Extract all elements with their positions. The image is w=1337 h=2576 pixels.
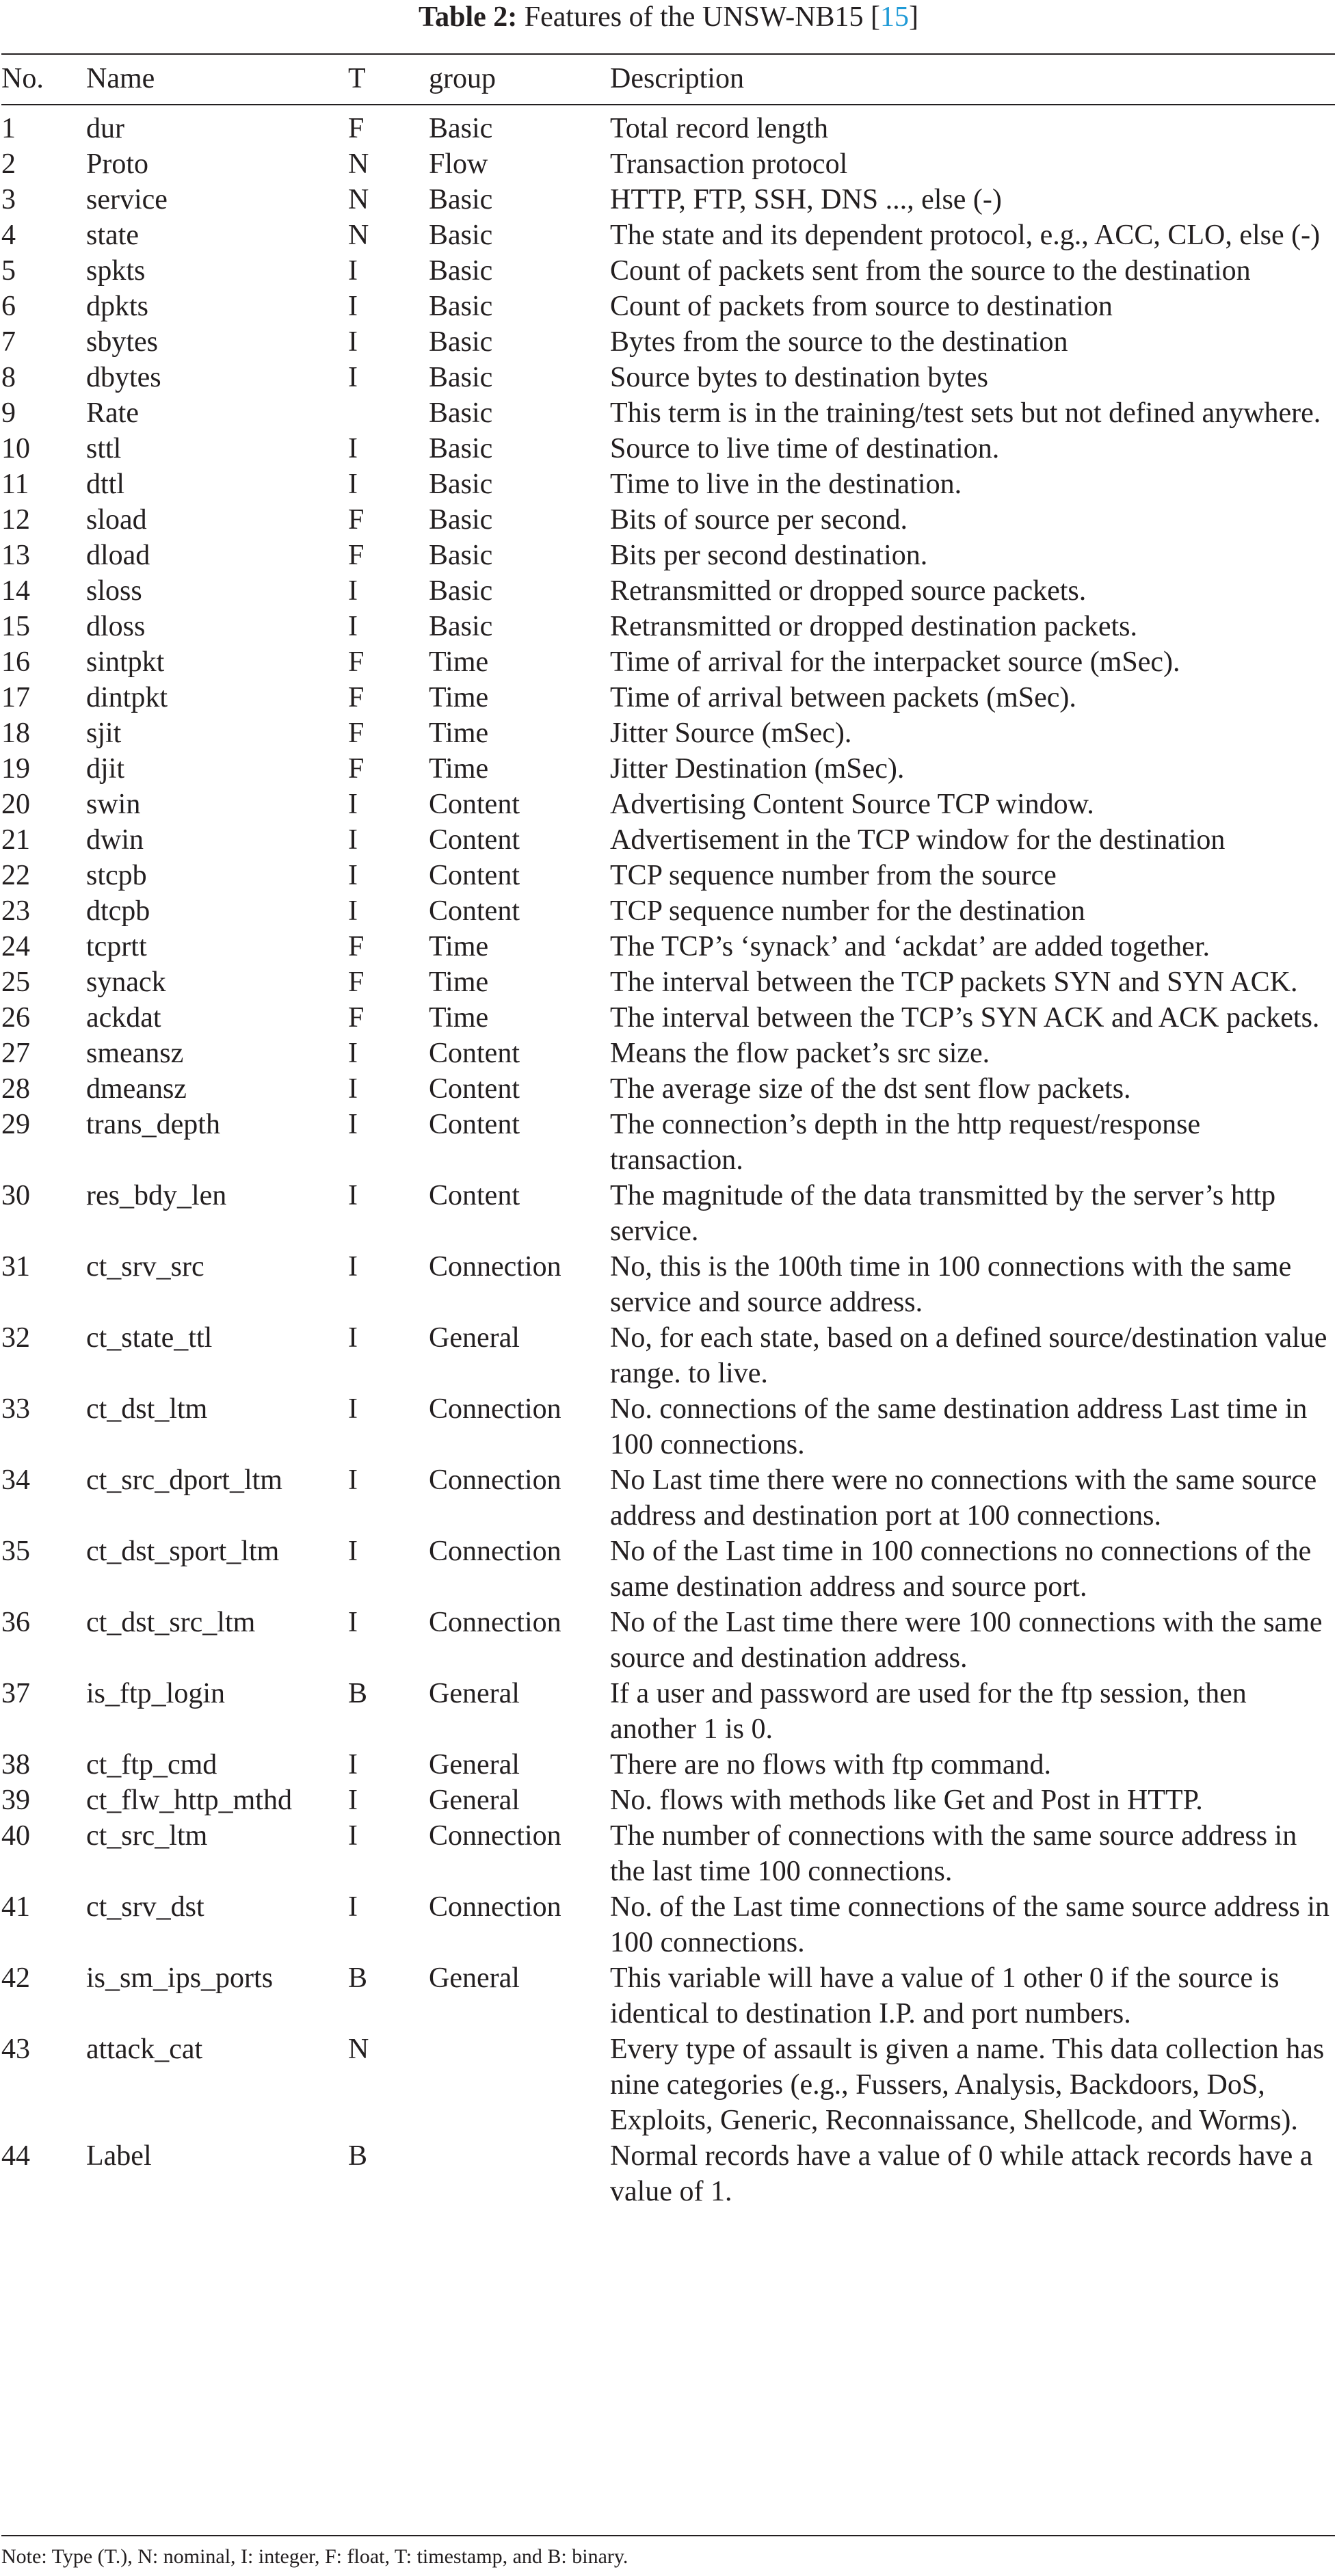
cell-name: sttl [86, 433, 122, 464]
cell-group: Connection [429, 1464, 561, 1496]
cell-no: 42 [1, 1962, 30, 1994]
cell-description: Retransmitted or dropped source packets. [610, 575, 1087, 607]
cell-description: There are no flows with ftp command. [610, 1749, 1051, 1780]
cell-name: service [86, 184, 168, 215]
table-row [1, 431, 1335, 466]
cell-no: 29 [1, 1109, 30, 1140]
cell-group: Basic [429, 397, 493, 429]
cell-group: Content [429, 824, 520, 856]
cell-name: dmeansz [86, 1073, 187, 1105]
cell-group: Time [429, 753, 489, 785]
cell-description: Source to live time of destination. [610, 433, 1000, 464]
table-row [1, 787, 1335, 822]
cell-no: 35 [1, 1536, 30, 1567]
cell-no: 43 [1, 2034, 30, 2065]
cell-name: dbytes [86, 362, 161, 393]
cell-name: sjit [86, 718, 122, 749]
cell-description: No. of the Last time connections of the same source address in 100 connections. [610, 1891, 1330, 1958]
cell-type: I [348, 291, 358, 322]
features-table [1, 55, 1335, 2209]
cell-no: 41 [1, 1891, 30, 1923]
cell-name: res_bdy_len [86, 1180, 227, 1211]
cell-no: 38 [1, 1749, 30, 1780]
cell-group: Connection [429, 1891, 561, 1923]
cell-group: Basic [429, 184, 493, 215]
cell-description: HTTP, FTP, SSH, DNS ..., else (-) [610, 184, 1002, 215]
cell-name: ct_src_dport_ltm [86, 1464, 282, 1496]
cell-group: General [429, 1749, 520, 1780]
cell-name: dloss [86, 611, 146, 642]
table-row [1, 538, 1335, 573]
table-row [1, 2032, 1335, 2138]
cell-group: Connection [429, 1393, 561, 1425]
cell-name: dintpkt [86, 682, 168, 713]
cell-no: 36 [1, 1607, 30, 1638]
cell-group: Content [429, 895, 520, 927]
cell-name: dwin [86, 824, 144, 856]
cell-no: 15 [1, 611, 30, 642]
cell-group: Connection [429, 1820, 561, 1852]
table-caption [0, 0, 1337, 40]
table-note: Note: Type (T.), N: nominal, I: integer, F: float, T: timestamp, and B: binary. [1, 2545, 628, 2568]
cell-description: Total record length [610, 113, 828, 144]
cell-description: The interval between the TCP’s SYN ACK and ACK packets. [610, 1002, 1320, 1034]
cell-no: 24 [1, 931, 30, 962]
cell-no: 4 [1, 220, 16, 251]
table-row [1, 1249, 1335, 1320]
cell-name: djit [86, 753, 125, 785]
cell-type: I [348, 1785, 358, 1816]
cell-name: tcprtt [86, 931, 147, 962]
cell-type: F [348, 504, 365, 536]
cell-no: 3 [1, 184, 16, 215]
table-row [1, 680, 1335, 715]
cell-group: Content [429, 860, 520, 891]
cell-type: F [348, 113, 365, 144]
cell-group: Basic [429, 362, 493, 393]
cell-type: N [348, 148, 369, 180]
cell-name: sload [86, 504, 147, 536]
cell-no: 33 [1, 1393, 30, 1425]
cell-name: dttl [86, 469, 125, 500]
cell-no: 5 [1, 255, 16, 287]
cell-description: The TCP’s ‘synack’ and ‘ackdat’ are added together. [610, 931, 1210, 962]
cell-group [429, 2138, 610, 2209]
cell-no: 44 [1, 2140, 30, 2172]
cell-description: This term is in the training/test sets but not defined anywhere. [610, 397, 1321, 429]
cell-group: Connection [429, 1536, 561, 1567]
table-caption-ref-open: [ [871, 1, 881, 33]
table-row [1, 1178, 1335, 1249]
cell-type: I [348, 326, 358, 358]
cell-description: Count of packets from source to destination [610, 291, 1113, 322]
cell-type: I [348, 1109, 358, 1140]
table-row [1, 644, 1335, 680]
table-row [1, 751, 1335, 787]
cell-type: I [348, 1464, 358, 1496]
cell-type: B [348, 1678, 368, 1709]
cell-name: ct_dst_sport_ltm [86, 1536, 280, 1567]
cell-type: F [348, 646, 365, 678]
cell-type: I [348, 789, 358, 820]
table-row [1, 103, 1335, 146]
cell-group: Time [429, 682, 489, 713]
cell-group: Basic [429, 220, 493, 251]
cell-no: 40 [1, 1820, 30, 1852]
cell-name: dtcpb [86, 895, 150, 927]
cell-group: Basic [429, 433, 493, 464]
table-row [1, 1676, 1335, 1747]
header-group: group [429, 63, 496, 94]
cell-description: The magnitude of the data transmitted by the server’s http service. [610, 1180, 1276, 1247]
cell-type: I [348, 860, 358, 891]
table-row [1, 609, 1335, 644]
table-row [1, 466, 1335, 502]
cell-type: F [348, 967, 365, 998]
cell-group: Basic [429, 504, 493, 536]
cell-group: Basic [429, 469, 493, 500]
cell-no: 19 [1, 753, 30, 785]
cell-group: Connection [429, 1607, 561, 1638]
cell-no: 25 [1, 967, 30, 998]
cell-group: General [429, 1785, 520, 1816]
cell-type: B [348, 1962, 368, 1994]
cell-name: ct_dst_ltm [86, 1393, 208, 1425]
cell-no: 18 [1, 718, 30, 749]
cell-no: 21 [1, 824, 30, 856]
cell-name: state [86, 220, 139, 251]
table-caption-text: Features of the UNSW-NB15 [524, 1, 864, 33]
cell-type: N [348, 220, 369, 251]
cell-type: F [348, 682, 365, 713]
cell-no: 32 [1, 1322, 30, 1354]
cell-group: General [429, 1322, 520, 1354]
cell-description: If a user and password are used for the ftp session, then another 1 is 0. [610, 1678, 1247, 1745]
cell-description: Source bytes to destination bytes [610, 362, 988, 393]
cell-type: I [348, 895, 358, 927]
cell-no: 16 [1, 646, 30, 678]
header-type: T [348, 63, 366, 94]
cell-group: Time [429, 967, 489, 998]
header-row [1, 55, 1335, 103]
cell-name: Proto [86, 148, 149, 180]
cell-name: ct_flw_http_mthd [86, 1785, 292, 1816]
cell-name: is_ftp_login [86, 1678, 226, 1709]
cell-group: Content [429, 789, 520, 820]
table-row [1, 1818, 1335, 1889]
bottom-rule [1, 2535, 1335, 2536]
cell-name: ct_dst_src_ltm [86, 1607, 256, 1638]
cell-description: Normal records have a value of 0 while attack records have a value of 1. [610, 2140, 1313, 2207]
cell-type: F [348, 718, 365, 749]
cell-group: Content [429, 1109, 520, 1140]
cell-name: synack [86, 967, 166, 998]
cell-description: No of the Last time in 100 connections no connections of the same destination address and source port. [610, 1536, 1312, 1603]
cell-no: 8 [1, 362, 16, 393]
cell-type: I [348, 1607, 358, 1638]
table-body [1, 103, 1335, 2209]
cell-description: No, for each state, based on a defined source/destination value range. to live. [610, 1322, 1327, 1389]
cell-no: 37 [1, 1678, 30, 1709]
cell-group: Flow [429, 148, 488, 180]
cell-type: N [348, 184, 369, 215]
cell-description: No Last time there were no connections with the same source address and destination port at 100 connections. [610, 1464, 1317, 1532]
cell-name: swin [86, 789, 141, 820]
cell-group: Connection [429, 1251, 561, 1283]
table-row [1, 715, 1335, 751]
cell-description: Transaction protocol [610, 148, 848, 180]
cell-type: I [348, 1180, 358, 1211]
cell-name: ct_state_ttl [86, 1322, 213, 1354]
cell-name: smeansz [86, 1038, 184, 1069]
cell-group: Time [429, 931, 489, 962]
cell-name: ackdat [86, 1002, 161, 1034]
cell-no: 26 [1, 1002, 30, 1034]
cell-group: General [429, 1678, 520, 1709]
cell-no: 34 [1, 1464, 30, 1496]
header-description: Description [610, 63, 744, 94]
cell-description: TCP sequence number from the source [610, 860, 1057, 891]
cell-description: Count of packets sent from the source to the destination [610, 255, 1251, 287]
cell-description: No. flows with methods like Get and Post in HTTP. [610, 1785, 1203, 1816]
cell-no: 7 [1, 326, 16, 358]
cell-type: F [348, 540, 365, 571]
cell-type: I [348, 611, 358, 642]
cell-description: The connection’s depth in the http request/response transaction. [610, 1109, 1201, 1176]
cell-no: 13 [1, 540, 30, 571]
cell-group: Basic [429, 113, 493, 144]
cell-name: ct_ftp_cmd [86, 1749, 217, 1780]
cell-description: Advertisement in the TCP window for the destination [610, 824, 1226, 856]
cell-name: ct_src_ltm [86, 1820, 208, 1852]
table-row [1, 893, 1335, 929]
cell-no: 28 [1, 1073, 30, 1105]
cell-no: 2 [1, 148, 16, 180]
table-row [1, 1320, 1335, 1391]
table-row [1, 573, 1335, 609]
table-row [1, 253, 1335, 289]
cell-name: dur [86, 113, 124, 144]
cell-type: I [348, 1536, 358, 1567]
table-row [1, 858, 1335, 893]
cell-description: Bytes from the source to the destination [610, 326, 1068, 358]
cell-description: No of the Last time there were 100 connections with the same source and destination address. [610, 1607, 1323, 1674]
cell-type: F [348, 931, 365, 962]
cell-name: is_sm_ips_ports [86, 1962, 274, 1994]
cell-type: I [348, 575, 358, 607]
cell-no: 12 [1, 504, 30, 536]
table-row [1, 1960, 1335, 2032]
cell-name: dpkts [86, 291, 149, 322]
cell-description: Time to live in the destination. [610, 469, 962, 500]
cell-group: Content [429, 1038, 520, 1069]
cell-description: The state and its dependent protocol, e.g., ACC, CLO, else (-) [610, 220, 1321, 251]
cell-name: attack_cat [86, 2034, 203, 2065]
table-row [1, 502, 1335, 538]
table-caption-label: Table 2: [418, 1, 518, 33]
cell-no: 1 [1, 113, 16, 144]
table-row [1, 1391, 1335, 1462]
table-row [1, 324, 1335, 360]
table-row [1, 146, 1335, 182]
cell-no: 22 [1, 860, 30, 891]
cell-group: Basic [429, 291, 493, 322]
cell-type: I [348, 824, 358, 856]
cell-name: trans_depth [86, 1109, 220, 1140]
cell-type: I [348, 469, 358, 500]
header-no: No. [1, 63, 44, 94]
cell-name: sbytes [86, 326, 158, 358]
cell-type: F [348, 753, 365, 785]
table-row [1, 964, 1335, 1000]
table-row [1, 1036, 1335, 1071]
cell-group: Basic [429, 575, 493, 607]
table-row [1, 1071, 1335, 1107]
cell-type: F [348, 1002, 365, 1034]
cell-type: I [348, 1073, 358, 1105]
cell-type: I [348, 1038, 358, 1069]
cell-no: 9 [1, 397, 16, 429]
cell-no: 11 [1, 469, 29, 500]
cell-type: I [348, 362, 358, 393]
cell-type: I [348, 1393, 358, 1425]
cell-description: Jitter Destination (mSec). [610, 753, 905, 785]
table-row [1, 360, 1335, 395]
cell-type: I [348, 1820, 358, 1852]
cell-no: 6 [1, 291, 16, 322]
cell-description: Retransmitted or dropped destination packets. [610, 611, 1137, 642]
cell-description: Bits of source per second. [610, 504, 908, 536]
cell-type: I [348, 1749, 358, 1780]
cell-no: 10 [1, 433, 30, 464]
cell-type: I [348, 1251, 358, 1283]
cell-name: stcpb [86, 860, 147, 891]
table-row [1, 1462, 1335, 1534]
cell-description: The number of connections with the same source address in the last time 100 connections. [610, 1820, 1297, 1887]
cell-no: 31 [1, 1251, 30, 1283]
cell-group: Basic [429, 255, 493, 287]
table-row [1, 1107, 1335, 1178]
table-row [1, 289, 1335, 324]
cell-type: I [348, 255, 358, 287]
cell-type [348, 395, 429, 431]
table-row [1, 395, 1335, 431]
cell-type: N [348, 2034, 369, 2065]
cell-name: ct_srv_src [86, 1251, 204, 1283]
cell-description: No. connections of the same destination address Last time in 100 connections. [610, 1393, 1308, 1460]
table-row [1, 1747, 1335, 1783]
cell-type: I [348, 1322, 358, 1354]
cell-no: 20 [1, 789, 30, 820]
cell-description: The interval between the TCP packets SYN and SYN ACK. [610, 967, 1298, 998]
cell-name: sintpkt [86, 646, 165, 678]
table-row [1, 1605, 1335, 1676]
cell-name: Label [86, 2140, 152, 2172]
cell-no: 39 [1, 1785, 30, 1816]
table-header [1, 55, 1335, 103]
cell-name: dload [86, 540, 150, 571]
cell-no: 23 [1, 895, 30, 927]
table-caption-ref-close: ] [909, 1, 919, 33]
cell-description: TCP sequence number for the destination [610, 895, 1085, 927]
cell-group: Time [429, 646, 489, 678]
cell-group: General [429, 1962, 520, 1994]
cell-type: I [348, 1891, 358, 1923]
cell-no: 17 [1, 682, 30, 713]
cell-name: sloss [86, 575, 142, 607]
cell-group: Basic [429, 326, 493, 358]
cell-group: Time [429, 1002, 489, 1034]
cell-no: 27 [1, 1038, 30, 1069]
cell-description: Time of arrival for the interpacket source (mSec). [610, 646, 1180, 678]
citation-link[interactable]: 15 [880, 1, 910, 33]
table-row [1, 929, 1335, 964]
table-row [1, 1000, 1335, 1036]
table-row [1, 1889, 1335, 1960]
cell-group: Basic [429, 611, 493, 642]
table-row [1, 822, 1335, 858]
cell-group: Content [429, 1180, 520, 1211]
cell-group: Basic [429, 540, 493, 571]
cell-type: I [348, 433, 358, 464]
table-row [1, 2138, 1335, 2209]
cell-description: Every type of assault is given a name. This data collection has nine categories (e.g., Fussers, Analysis, Backdoors, DoS, Exploits, Generic, Reconnaissance, Shellcode, and Worms). [610, 2034, 1325, 2136]
cell-name: ct_srv_dst [86, 1891, 204, 1923]
cell-type: B [348, 2140, 368, 2172]
cell-name: spkts [86, 255, 146, 287]
cell-description: The average size of the dst sent flow packets. [610, 1073, 1131, 1105]
cell-group [429, 2032, 610, 2138]
cell-no: 14 [1, 575, 30, 607]
cell-description: This variable will have a value of 1 other 0 if the source is identical to destination I.P. and port numbers. [610, 1962, 1280, 2029]
table-row [1, 1783, 1335, 1818]
cell-description: Bits per second destination. [610, 540, 928, 571]
cell-name: Rate [86, 397, 139, 429]
cell-group: Time [429, 718, 489, 749]
cell-group: Content [429, 1073, 520, 1105]
cell-no: 30 [1, 1180, 30, 1211]
table-row [1, 182, 1335, 218]
cell-description: Jitter Source (mSec). [610, 718, 852, 749]
cell-description: No, this is the 100th time in 100 connections with the same service and source address. [610, 1251, 1292, 1318]
cell-description: Time of arrival between packets (mSec). [610, 682, 1076, 713]
table-row [1, 1534, 1335, 1605]
cell-description: Advertising Content Source TCP window. [610, 789, 1094, 820]
cell-description: Means the flow packet’s src size. [610, 1038, 990, 1069]
header-name: Name [86, 63, 155, 94]
table-row [1, 218, 1335, 253]
